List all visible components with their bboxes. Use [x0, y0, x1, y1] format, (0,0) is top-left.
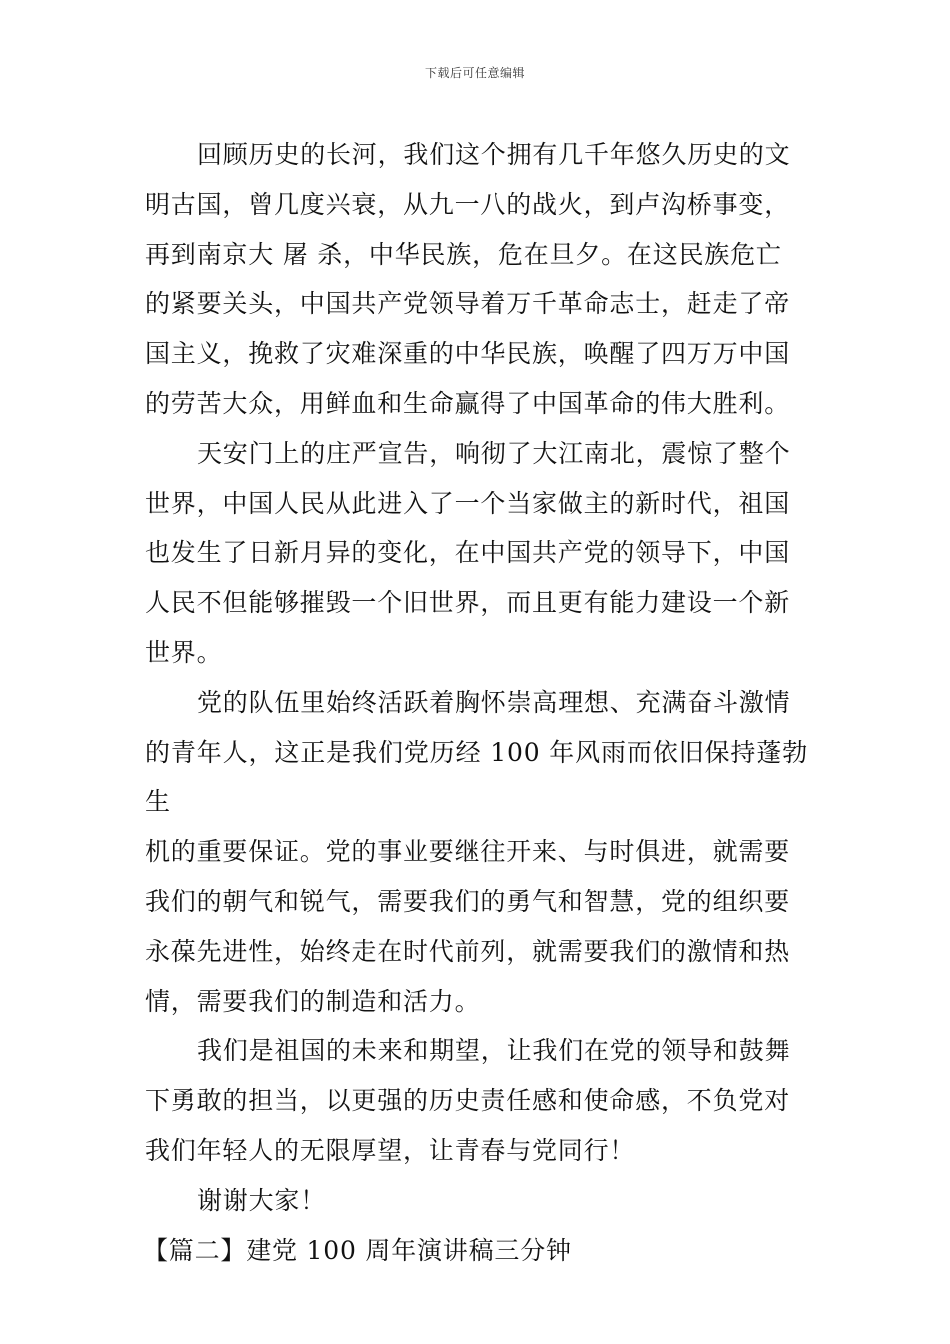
page-header: 下载后可任意编辑 — [424, 66, 525, 80]
text-line: 党的队伍里始终活跃着胸怀崇高理想、充满奋斗激情 — [197, 687, 791, 717]
text-line: 的劳苦大众，用鲜血和生命赢得了中国革命的伟大胜利。 — [145, 388, 791, 418]
text-line: 回顾历史的长河，我们这个拥有几千年悠久历史的文 — [197, 140, 791, 169]
text-line: 国主义，挽救了灾难深重的中华民族，唤醒了四万万中国 — [145, 339, 791, 369]
text-line: 我们的朝气和锐气，需要我们的勇气和智慧，党的组织要 — [145, 886, 791, 916]
text-line: 情，需要我们的制造和活力。 — [145, 986, 481, 1016]
text-line: 世界，中国人民从此进入了一个当家做主的新时代，祖国 — [145, 488, 791, 518]
paragraph-2 — [145, 429, 808, 678]
text-line: 明古国，曾几度兴衰，从九一八的战火，到卢沟桥事变， — [145, 189, 791, 219]
closing-line: 谢谢大家！ — [197, 1185, 327, 1215]
text-line: 的紧要关头，中国共产党领导着万千革命志士，赶走了帝 — [145, 289, 791, 319]
paragraph-1 — [145, 130, 808, 429]
text-line: 我们是祖国的未来和期望，让我们在党的领导和鼓舞 — [197, 1036, 791, 1066]
text-line: 我们年轻人的无限厚望，让青春与党同行！ — [145, 1135, 636, 1165]
document-body — [145, 130, 808, 1275]
text-line: 人民不但能够摧毁一个旧世界，而且更有能力建设一个新 — [145, 588, 791, 618]
paragraph-3 — [145, 678, 808, 1027]
text-line: 世界。 — [145, 637, 223, 667]
text-line: 也发生了日新月异的变化，在中国共产党的领导下，中国 — [145, 538, 791, 568]
text-line: 机的重要保证。党的事业要继往开来、与时俱进，就需要 — [145, 837, 791, 867]
text-line: 再到南京大 屠 杀，中华民族，危在旦夕。在这民族危亡 — [145, 239, 782, 269]
paragraph-4 — [145, 1026, 808, 1175]
section-heading: 【篇二】建党 100 周年演讲稿三分钟 — [143, 1235, 572, 1265]
text-line: 下勇敢的担当，以更强的历史责任感和使命感，不负党对 — [145, 1086, 791, 1116]
text-line: 天安门上的庄严宣告，响彻了大江南北，震惊了整个 — [197, 438, 791, 468]
text-line: 的青年人，这正是我们党历经 100 年风雨而依旧保持蓬勃生 — [145, 737, 808, 817]
text-line: 永葆先进性，始终走在时代前列，就需要我们的激情和热 — [145, 936, 791, 966]
